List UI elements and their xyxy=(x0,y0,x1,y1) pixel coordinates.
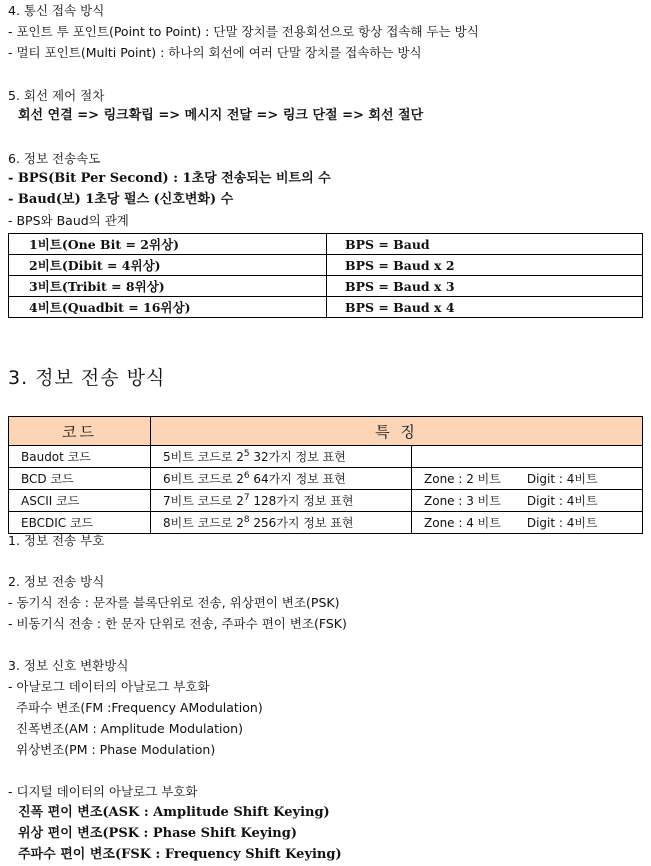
feature-text: 8비트 코드로 2 xyxy=(163,516,244,530)
feature-text: 256가지 정보 표현 xyxy=(249,516,354,530)
code-name: Baudot 코드 xyxy=(9,446,151,468)
analog-encoding-line: - 아날로그 데이터의 아날로그 부호화 xyxy=(8,679,210,694)
section-5-title: 5. 회선 제어 절차 xyxy=(8,88,105,103)
ask-line: 진폭 편이 변조(ASK : Amplitude Shift Keying) xyxy=(18,805,330,820)
exponent: 5 xyxy=(243,449,250,459)
table-row xyxy=(9,446,643,468)
code-name: ASCII 코드 xyxy=(9,490,151,512)
digital-encoding-line: - 디지털 데이터의 아날로그 부호화 xyxy=(8,784,198,799)
code-table xyxy=(8,416,643,534)
psk-line: 위상 편이 변조(PSK : Phase Shift Keying) xyxy=(18,826,297,841)
zone-digit xyxy=(412,512,643,534)
section-4-title: 4. 통신 접속 방식 xyxy=(8,3,105,18)
table-row xyxy=(9,297,643,318)
feature-text: 5비트 코드로 2 xyxy=(163,450,244,464)
zone-text: Zone : 4 비트 xyxy=(424,516,501,530)
digit-text: Digit : 4비트 xyxy=(526,472,598,486)
table-row xyxy=(9,490,643,512)
code-name: BCD 코드 xyxy=(9,468,151,490)
table-cell: 4비트(Quadbit = 16위상) xyxy=(9,297,327,318)
exponent: 7 xyxy=(243,493,250,503)
table-row xyxy=(9,512,643,534)
table-row xyxy=(9,468,643,490)
signal-conversion-title: 3. 정보 신호 변환방식 xyxy=(8,658,129,673)
digit-text: Digit : 4비트 xyxy=(526,516,598,530)
table-row xyxy=(9,234,643,255)
bps-definition: - BPS(Bit Per Second) : 1초당 전송되는 비트의 수 xyxy=(8,171,331,186)
feature-text: 7비트 코드로 2 xyxy=(163,494,244,508)
code-feature xyxy=(151,490,412,512)
asynchronous-line: - 비동기식 전송 : 한 문자 단위로 전송, 주파수 편이 변조(FSK) xyxy=(8,616,347,631)
feature-text: 6비트 코드로 2 xyxy=(163,472,244,486)
fsk-line: 주파수 편이 변조(FSK : Frequency Shift Keying) xyxy=(18,847,342,862)
feature-text: 128가지 정보 표현 xyxy=(249,494,354,508)
bps-baud-table xyxy=(8,233,643,318)
header-feature: 특 징 xyxy=(151,417,643,446)
feature-text: 64가지 정보 표현 xyxy=(249,472,346,486)
section-6-title: 6. 정보 전송속도 xyxy=(8,151,101,166)
baud-definition: - Baud(보) 1초당 펄스 (신호변화) 수 xyxy=(8,192,234,207)
fm-line: 주파수 변조(FM :Frequency AModulation) xyxy=(16,700,263,715)
heading-information-transmission: 3. 정보 전송 방식 xyxy=(8,367,166,389)
feature-text: 32가지 정보 표현 xyxy=(249,450,346,464)
table-cell: 3비트(Tribit = 8위상) xyxy=(9,276,327,297)
table-header-row xyxy=(9,417,643,446)
zone-text: Zone : 3 비트 xyxy=(424,494,501,508)
am-line: 진폭변조(AM : Amplitude Modulation) xyxy=(16,721,243,736)
exponent: 8 xyxy=(243,515,250,525)
pm-line: 위상변조(PM : Phase Modulation) xyxy=(16,742,216,757)
table-row xyxy=(9,255,643,276)
table-cell: 1비트(One Bit = 2위상) xyxy=(9,234,327,255)
code-feature xyxy=(151,512,412,534)
table-cell: BPS = Baud x 3 xyxy=(327,276,643,297)
digit-text: Digit : 4비트 xyxy=(526,494,598,508)
table-row xyxy=(9,276,643,297)
multi-point-line: - 멀티 포인트(Multi Point) : 하나의 회선에 여러 단말 장치를 접속하는 방식 xyxy=(8,45,422,60)
table-cell: BPS = Baud xyxy=(327,234,643,255)
transmission-method-title: 2. 정보 전송 방식 xyxy=(8,574,105,589)
table-cell: 2비트(Dibit = 4위상) xyxy=(9,255,327,276)
bps-baud-relation-title: - BPS와 Baud의 관계 xyxy=(8,213,129,228)
zone-digit xyxy=(412,468,643,490)
line-control-procedure: 회선 연결 => 링크확립 => 메시지 전달 => 링크 단절 => 회선 절단 xyxy=(18,108,424,123)
table-cell: BPS = Baud x 2 xyxy=(327,255,643,276)
zone-digit xyxy=(412,490,643,512)
zone-digit xyxy=(412,446,643,468)
code-feature xyxy=(151,468,412,490)
header-code: 코드 xyxy=(9,417,151,446)
code-feature xyxy=(151,446,412,468)
transmission-code-title: 1. 정보 전송 부호 xyxy=(8,533,105,548)
synchronous-line: - 동기식 전송 : 문자를 블록단위로 전송, 위상편이 변조(PSK) xyxy=(8,595,340,610)
point-to-point-line: - 포인트 투 포인트(Point to Point) : 단말 장치를 전용회선으로 항상 접속해 두는 방식 xyxy=(8,24,479,39)
zone-text: Zone : 2 비트 xyxy=(424,472,501,486)
code-name: EBCDIC 코드 xyxy=(9,512,151,534)
table-cell: BPS = Baud x 4 xyxy=(327,297,643,318)
exponent: 6 xyxy=(243,471,250,481)
